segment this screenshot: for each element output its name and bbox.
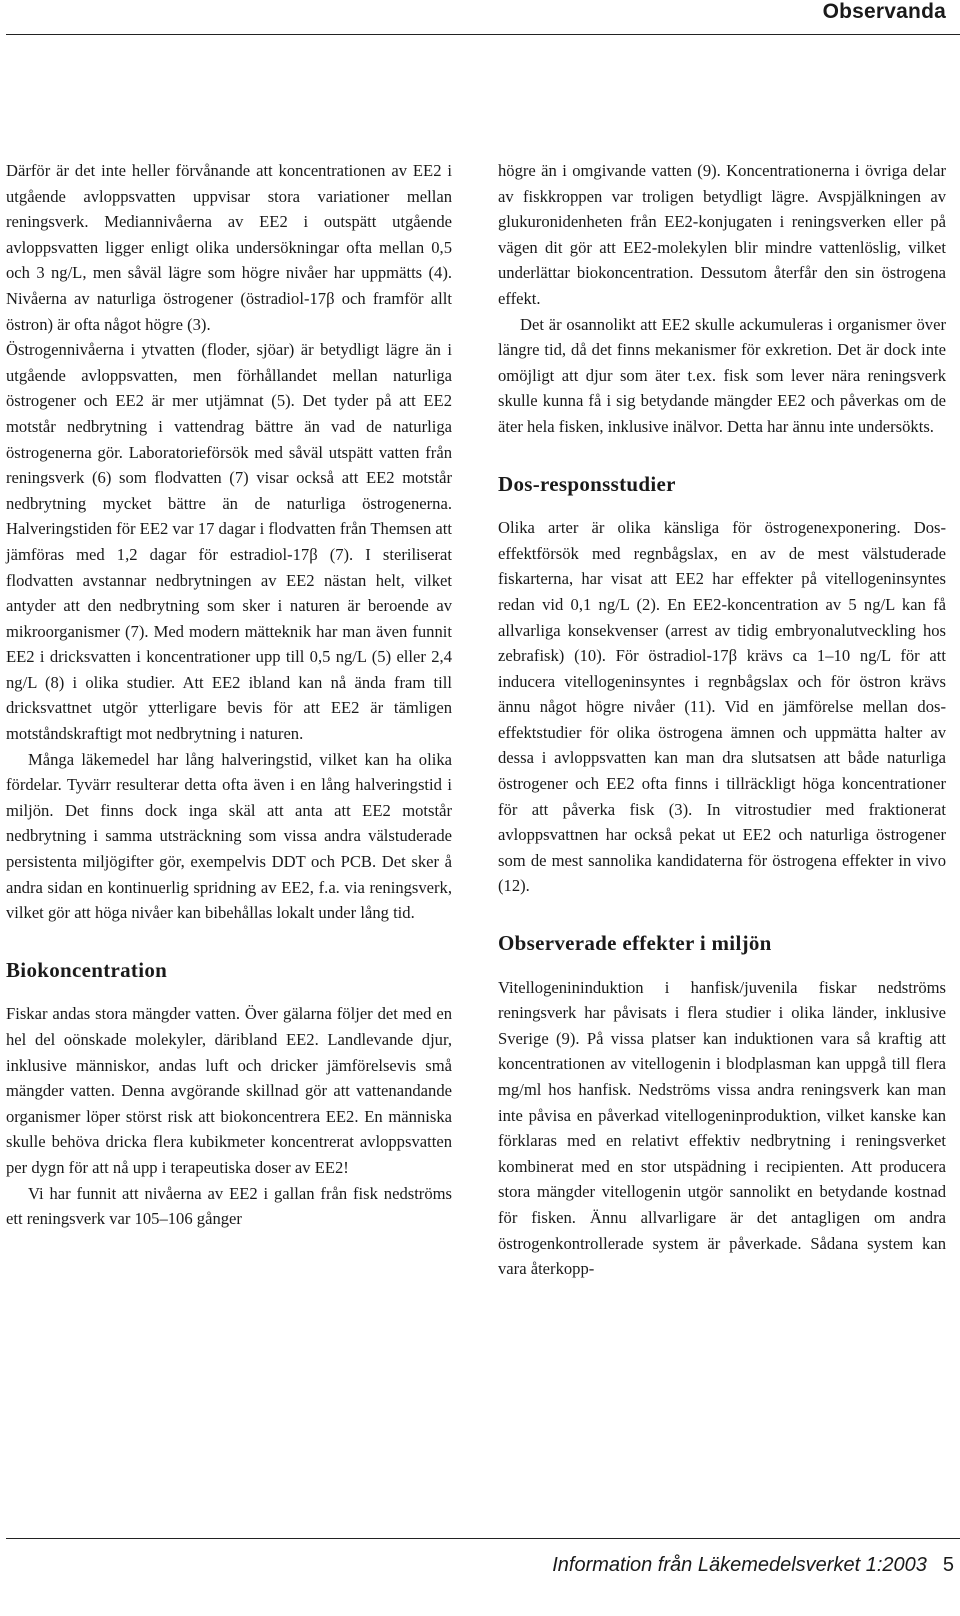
paragraph: Östrogennivåerna i ytvatten (floder, sjöar) är betydligt lägre än i utgående avloppsvatten, men förhållandet mellan naturliga östrogener och EE2 är mer utjämnat (5). Det tyder på att EE2 motstår nedbrytning i vattendrag bättre än vad de naturliga östrogenerna gör. Laboratorieförsök med såväl utspätt vatten från reningsverk (6) som flodvatten (7) visar också att EE2 motstår nedbrytning mycket bättre än de naturliga östrogenerna. Halveringstiden för EE2 var 17 dagar i flodvatten från Themsen att jämföras med 1,2 dagar för estradiol-17β (7). I steriliserat flodvatten avstannar nedbrytningen av EE2 nästan helt, vilket antyder att den nedbrytning som sker i naturen är beroende av mikroorganismer (7). Med modern mätteknik har man även funnit EE2 i dricksvatten i koncentrationer upp till 0,5 ng/L (5) eller 2,4 ng/L (8) i olika studier. Att EE2 ibland kan nå ända fram till dricksvattnet utgör ytterligare bevis för att EE2 är tämligen motståndskraftigt mot nedbrytning i naturen. — [6, 340, 452, 744]
paragraph: högre än i omgivande vatten (9). Koncentrationerna i övriga delar av fiskkroppen var troligen betydligt lägre. Avspjälkningen av glukuronidenheten från EE2-konjugaten i reningsverken eller på vägen dit gör att EE2-molekylen blir mindre vattenlöslig, vilket underlättar biokoncentration. Dessutom återfår den sin östrogena effekt. — [498, 161, 946, 308]
page-header — [0, 0, 960, 30]
paragraph: Vitellogenininduktion i hanfisk/juvenila fiskar nedströms reningsverk har påvisats i flera studier i olika länder, inklusive Sverige (9). På vissa platser kan induktionen vara så kraftig att koncentrationen av vitellogenin i blodplasman kan uppgå till flera mg/ml hos hanfisk. Nedströms vissa andra reningsverk kan man inte påvisa en påverkad vitellogeninproduktion, vilket kanske kan förklaras med en relativt effektiv nedbrytning i reningsverket kombinerat med en stor utspädning i recipienten. Att producera stora mängder vitellogenin utgör sannolikt en betydande kostnad för fisken. Ännu allvarligare är det antagligen om andra östrogenkontrollerade system är påverkade. Sådana system kan vara återkopp- — [498, 977, 946, 1279]
section-heading-biokoncentration: Biokoncentration — [6, 957, 168, 982]
section-title: Observanda — [822, 0, 946, 23]
paragraph: Det är osannolikt att EE2 skulle ackumuleras i organismer över längre tid, då det finns mekanismer för exkretion. Det är dock inte omöjligt att djur som äter t.ex. fisk som lever nära reningsverk skulle kunna få i sig betydande mängder EE2 och påverkas om de äter hela fisken, inklusive inälvor. Detta har ännu inte undersökts. — [498, 314, 946, 436]
section-heading-observerade-effekter: Observerade effekter i miljön — [498, 931, 772, 956]
section-heading-dos-responsstudier: Dos-responsstudier — [498, 471, 676, 496]
left-column — [6, 158, 452, 1232]
paragraph: Olika arter är olika känsliga för östrogenexponering. Dos-effektförsök med regnbågslax, en av de mest välstuderade fiskarterna, har visat att EE2 har effekter på vitellogeninsyntes redan vid 0,1 ng/L (2). En EE2-koncentration av 5 ng/L kan få allvarliga konsekvenser (arrest av tidig embryonalutveckling hos zebrafisk) (10). För östradiol-17β krävs ca 1–10 ng/L för att inducera vitellogeninsyntes i regnbågslax och för östron krävs ännu något högre nivåer (11). Vid en jämförelse mellan dos-effektstudier för olika östrogena ämnen och uppmätta halter av dessa i avloppsvatten kan man dra slutsatsen att både naturliga östrogener och EE2 ofta finns i tillräckligt höga koncentrationer för att påverka fisk (3). In vitrostudier med fraktionerat avloppsvattnen har också pekat ut EE2 och naturliga östrogener som de mest sannolika kandidaterna för östrogena effekter in vivo (12). — [498, 518, 946, 896]
paragraph: Fiskar andas stora mängder vatten. Över gälarna följer det med en hel del oönskade molekyler, däribland EE2. Landlevande djur, inklusive människor, andas luft och dricker jämförelsevis små mängder vatten. Denna avgörande skillnad gör att vattenandande organismer löper störst risk att biokoncentrera EE2. En människa skulle behöva dricka flera kubikmeter koncentrerat avloppsvatten per dygn för att nå upp i terapeutiska doser av EE2! — [6, 1004, 452, 1177]
right-column — [498, 158, 946, 1282]
header-divider — [6, 34, 960, 35]
paragraph: Många läkemedel har lång halveringstid, vilket kan ha olika fördelar. Tyvärr resulterar detta ofta även i en lång halveringstid i miljön. Det finns dock inga skäl att anta att EE2 motstår nedbrytning i samma utsträckning som vissa andra välstuderade persistenta miljögifter gör, exempelvis DDT och PCB. Det sker å andra sidan en kontinuerlig spridning av EE2, f.a. via reningsverk, vilket gör att höga nivåer kan bibehållas lokalt under lång tid. — [6, 749, 452, 923]
page-number: 5 — [942, 1554, 954, 1576]
paragraph: Därför är det inte heller förvånande att koncentrationen av EE2 i utgående avloppsvatten uppvisar stora variationer mellan reningsverk. Mediannivåerna av EE2 i outspätt utgående avloppsvatten ligger enligt olika undersökningar ofta mellan 0,5 och 3 ng/L, men såväl lägre som högre nivåer har uppmätts (4). Nivåerna av naturliga östrogener (östradiol-17β och framför allt östron) är ofta något högre (3). — [6, 161, 452, 334]
publication-title: Information från Läkemedelsverket 1:2003 — [552, 1554, 927, 1576]
footer-divider — [6, 1538, 960, 1539]
paragraph: Vi har funnit att nivåerna av EE2 i gallan från fisk nedströms ett reningsverk var 105–106 gånger — [6, 1183, 452, 1229]
